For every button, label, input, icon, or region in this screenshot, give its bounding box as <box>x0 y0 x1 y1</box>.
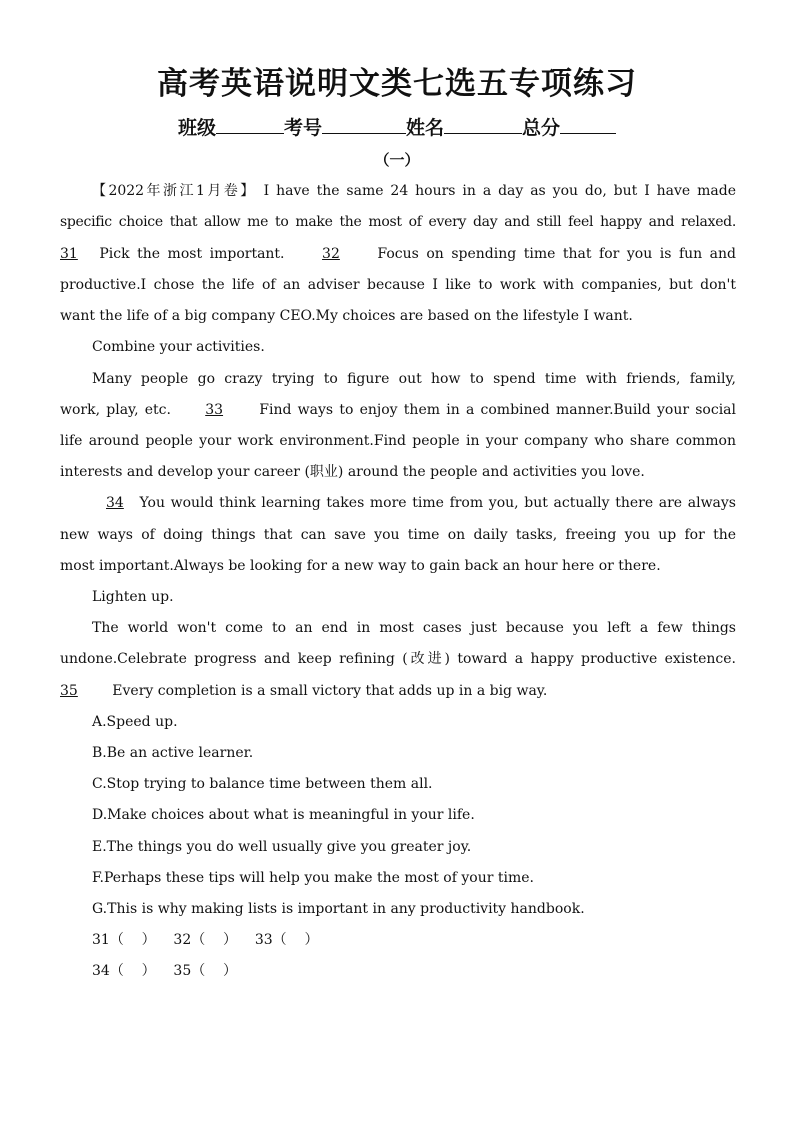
name-label: 姓名 <box>406 117 445 139</box>
option-e: E.The things you do well usually give you greater joy. <box>92 839 472 855</box>
option-c: C.Stop trying to balance time between them all. <box>92 776 433 792</box>
option-g: G.This is why making lists is important in any productivity handbook. <box>92 901 585 917</box>
blank-33: 33 <box>205 402 224 418</box>
section-heading: Combine your activities. <box>92 339 265 355</box>
passage-line: 35 Every completion is a small victory that adds up in a big way. <box>60 683 548 699</box>
class-label: 班级 <box>177 117 216 139</box>
passage-line: undone.Celebrate progress and keep refining (改进) toward a happy productive existence. <box>60 651 736 667</box>
section-heading: Lighten up. <box>92 589 174 605</box>
passage-line: life around people your work environment.Find people in your company who share common <box>60 433 736 449</box>
answer-row-1[interactable]: 31（ ） 32（ ） 33（ ） <box>92 932 319 948</box>
passage-line: most important.Always be looking for a new way to gain back an hour here or there. <box>60 558 661 574</box>
page-title: 高考英语说明文类七选五专项练习 <box>157 66 637 102</box>
blank-34: 34 <box>106 495 124 511</box>
passage-line: new ways of doing things that can save you time on daily tasks, freeing you up for the <box>60 527 736 543</box>
blank-32: 32 <box>322 246 340 262</box>
passage-line: 34 You would think learning takes more time from you, but actually there are always <box>100 493 736 513</box>
section-number: （一） <box>374 151 420 169</box>
passage-line: Many people go crazy trying to figure out how to spend time with friends, family, <box>92 371 736 387</box>
student-info-line <box>0 113 794 140</box>
blank-35: 35 <box>60 683 78 699</box>
exam-no-label: 考号 <box>283 117 322 139</box>
option-f: F.Perhaps these tips will help you make the most of your time. <box>92 870 534 886</box>
option-a: A.Speed up. <box>92 714 178 730</box>
passage-line: The world won't come to an end in most cases just because you left a few things <box>92 620 736 636</box>
passage-line: want the life of a big company CEO.My choices are based on the lifestyle I want. <box>60 308 633 324</box>
passage-line: specific choice that allow me to make the most of every day and still feel happy and relaxed. <box>60 214 736 230</box>
blank-31: 31 <box>60 246 78 262</box>
option-d: D.Make choices about what is meaningful in your life. <box>92 807 475 823</box>
score-label: 总分 <box>522 117 561 139</box>
passage-line: 31 Pick the most important. 32 Focus on spending time that for you is fun and <box>60 246 737 262</box>
source-tag: 【2022年浙江1月卷】 <box>92 183 257 199</box>
name-blank <box>444 115 522 134</box>
passage-line: 【2022年浙江1月卷】 I have the same 24 hours in a day as you do, but I have made <box>92 183 736 199</box>
passage-line: productive.I chose the life of an adviser because I like to work with companies, but don't <box>60 277 736 293</box>
passage-line: interests and develop your career (职业) around the people and activities you love. <box>60 464 645 480</box>
score-blank <box>560 115 616 134</box>
answer-row-2[interactable]: 34（ ） 35（ ） <box>92 963 238 979</box>
passage-line: work, play, etc. 33 Find ways to enjoy them in a combined manner.Build your social <box>60 402 737 418</box>
exam-no-blank <box>322 115 406 134</box>
class-blank <box>216 115 284 134</box>
option-b: B.Be an active learner. <box>92 745 254 761</box>
